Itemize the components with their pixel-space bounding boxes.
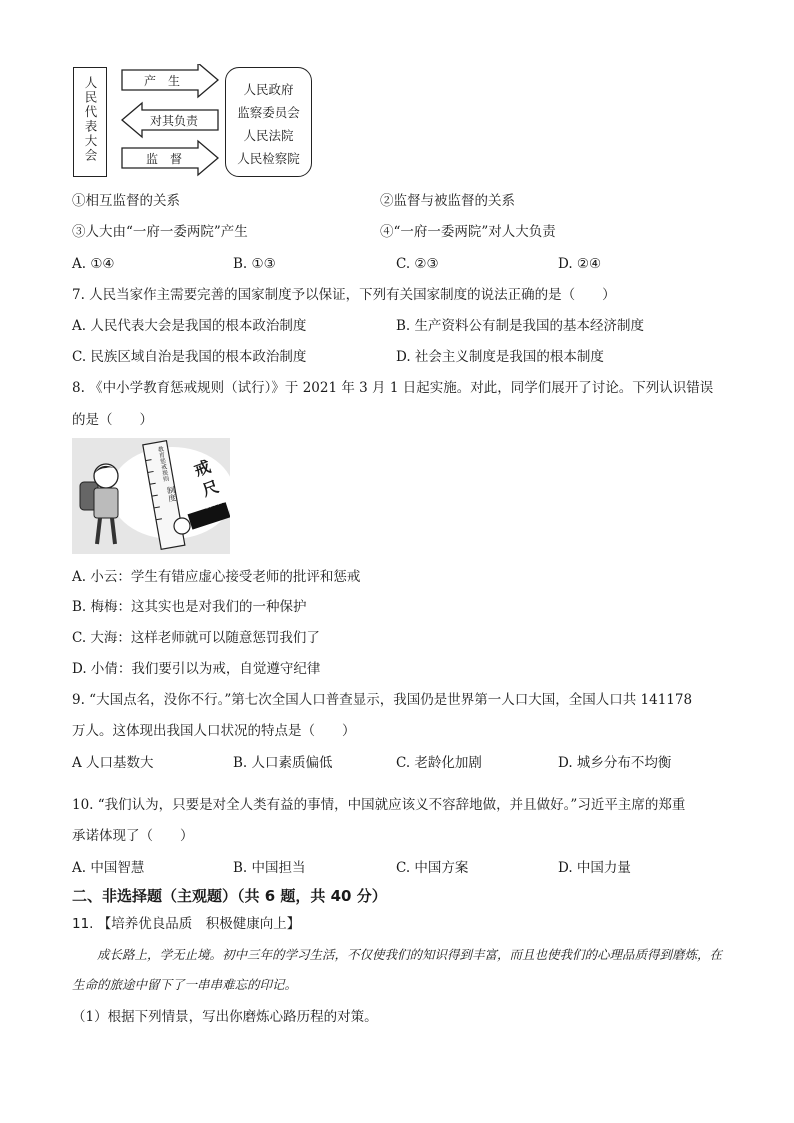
student-leg-1 bbox=[97, 518, 100, 544]
discipline-cartoon bbox=[72, 438, 230, 554]
q6-option-b: B. ①③ bbox=[233, 256, 276, 272]
q6-statement-2: ②监督与被监督的关系 bbox=[380, 193, 515, 209]
ruler-text-mid: 制度 bbox=[165, 485, 178, 503]
q6-statement-4: ④“一府一委两院”对人大负责 bbox=[380, 224, 556, 240]
q9-option-c: C. 老龄化加剧 bbox=[396, 755, 482, 771]
q9-option-d: D. 城乡分布不均衡 bbox=[558, 755, 672, 771]
q10-option-d: D. 中国力量 bbox=[558, 860, 631, 876]
q8-option-a: A. 小云：学生有错应虚心接受老师的批评和惩戒 bbox=[72, 569, 361, 585]
q11-sub-1: （1）根据下列情景，写出你磨炼心路历程的对策。 bbox=[72, 1009, 378, 1025]
q6-option-a: A. ①④ bbox=[72, 256, 115, 272]
q6-statement-1: ①相互监督的关系 bbox=[72, 193, 180, 209]
q9-option-b: B. 人口素质偏低 bbox=[233, 755, 333, 771]
q8-option-d: D. 小倩：我们要引以为戒，自觉遵守纪律 bbox=[72, 661, 321, 677]
q8-option-b: B. 梅梅：这其实也是对我们的一种保护 bbox=[72, 599, 307, 615]
q10-option-a: A. 中国智慧 bbox=[72, 860, 145, 876]
organs-box bbox=[225, 67, 312, 177]
q7-stem: 7. 人民当家作主需要完善的国家制度予以保证，下列有关国家制度的说法正确的是（ ） bbox=[72, 287, 616, 303]
q10-option-b: B. 中国担当 bbox=[233, 860, 306, 876]
organ-line-1: 人民政府 bbox=[243, 82, 294, 97]
hand bbox=[174, 518, 190, 534]
q9-option-a: A 人口基数大 bbox=[72, 755, 154, 771]
q7-option-b: B. 生产资料公有制是我国的基本经济制度 bbox=[396, 318, 645, 334]
q9-stem-1: 9. “大国点名，没你不行。”第七次全国人口普查显示，我国仍是世界第一人口大国，全国人口共 141178 bbox=[72, 692, 693, 708]
arrow-label-responsible: 对其负责 bbox=[150, 114, 199, 128]
q8-option-c: C. 大海：这样老师就可以随意惩罚我们了 bbox=[72, 630, 320, 646]
student-body bbox=[94, 488, 118, 518]
q6-option-c: C. ②③ bbox=[396, 256, 439, 272]
sleeve-text: 教师管教 bbox=[203, 496, 229, 511]
q6-statement-3: ③人大由“一府一委两院”产生 bbox=[72, 224, 248, 240]
q8-stem-2: 的是（ ） bbox=[72, 412, 153, 428]
ruler-big-char-2: 尺 bbox=[199, 476, 222, 501]
q7-option-a: A. 人民代表大会是我国的根本政治制度 bbox=[72, 318, 307, 334]
q10-option-c: C. 中国方案 bbox=[396, 860, 469, 876]
student-leg-2 bbox=[112, 518, 115, 544]
arrow-label-produce: 产 生 bbox=[144, 74, 181, 88]
q8-stem-1: 8. 《中小学教育惩戒规则（试行）》于 2021 年 3 月 1 日起实施。对此，同学们展开了讨论。下列认识错误 bbox=[72, 380, 714, 396]
q7-option-d: D. 社会主义制度是我国的根本制度 bbox=[396, 349, 604, 365]
organ-line-2: 监察委员会 bbox=[237, 105, 300, 120]
ruler-text-top: 教育惩戒规则 bbox=[155, 445, 170, 483]
q9-stem-2: 万人。这体现出我国人口状况的特点是（ ） bbox=[72, 723, 356, 739]
organ-line-4: 人民检察院 bbox=[237, 151, 300, 166]
q6-option-d: D. ②④ bbox=[558, 256, 602, 272]
q11-paragraph: 成长路上，学无止境。初中三年的学习生活，不仅使我们的知识得到丰富，而且也使我们的心理品质得到磨炼，在生命的旅途中留下了一串串难忘的印记。 bbox=[72, 947, 723, 992]
structure-diagram bbox=[70, 64, 315, 179]
q10-stem-1: 10. “我们认为，只要是对全人类有益的事情，中国就应该义不容辞地做，并且做好。”习近平主席的郑重 bbox=[72, 797, 686, 813]
q10-stem-2: 承诺体现了（ ） bbox=[72, 828, 194, 844]
section-2-title: 二、非选择题（主观题）（共 6 题，共 40 分） bbox=[72, 887, 387, 905]
npc-label: 人民代表大会 bbox=[83, 76, 98, 163]
arrow-label-supervise: 监 督 bbox=[146, 152, 183, 166]
organ-line-3: 人民法院 bbox=[243, 128, 294, 143]
q7-option-c: C. 民族区域自治是我国的根本政治制度 bbox=[72, 349, 307, 365]
q11-title: 11. 【培养优良品质 积极健康向上】 bbox=[72, 916, 301, 932]
ruler-big-char-1: 戒 bbox=[191, 456, 214, 481]
